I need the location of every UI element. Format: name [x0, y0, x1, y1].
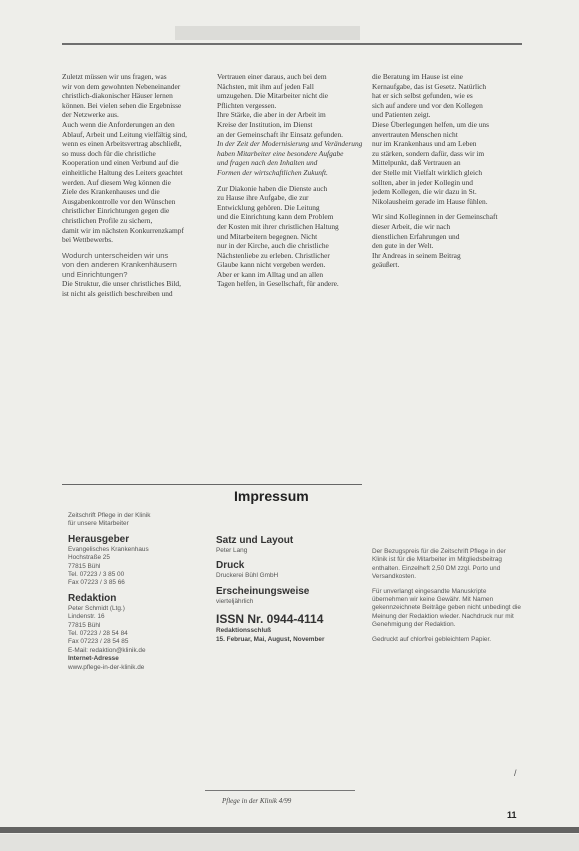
- article-line: der Netzwerke aus.: [62, 110, 119, 120]
- impressum-title: Impressum: [234, 488, 309, 504]
- article-line: Ablauf, Arbeit und Leitung vielfältig sind,: [62, 129, 188, 139]
- article-line: Zuletzt müssen wir uns fragen, was: [62, 72, 167, 81]
- article-line: Vertrauen einer daraus, auch bei dem: [217, 72, 327, 81]
- herausgeber-line: Tel. 07223 / 3 85 00: [68, 571, 125, 579]
- article-line: Aber er kann im Alltag und an allen: [217, 269, 324, 279]
- article-column-1: [62, 72, 210, 299]
- article-line: Kreise der Institution, im Dienst: [217, 119, 313, 129]
- satz-value: Peter Lang: [216, 547, 248, 554]
- article-line: der Kosten mit ihrer christlichen Haltung: [217, 221, 339, 231]
- impressum-intro-2: für unsere Mitarbeiter: [68, 520, 129, 528]
- article-line: zu stärken, sondern dafür, dass wir im: [372, 148, 485, 158]
- impressum-column-1: [68, 512, 208, 672]
- article-line: Kernaufgabe, das ist Gesetz. Natürlich: [372, 81, 487, 91]
- article-line: wenn es einen Arbeitsvertrag abschließt,: [62, 139, 182, 149]
- herausgeber-line: 77815 Bühl: [68, 562, 101, 570]
- article-line: so muss doch für die christliche: [62, 148, 156, 158]
- header-rule: [62, 43, 522, 45]
- article-line: Ihr Andreas in seinem Beitrag: [372, 250, 461, 260]
- article-line: haben Mitarbeiter eine besondere Aufgabe: [217, 148, 344, 158]
- article-line: Pflichten vergessen.: [217, 100, 277, 110]
- header-shade: [175, 26, 360, 40]
- article-line: Nächsten, mit ihm auf jeden Fall: [217, 81, 314, 91]
- article-line: nur in der Kirche, auch die christliche: [217, 241, 329, 251]
- herausgeber-line: Fax 07223 / 3 85 66: [68, 579, 125, 587]
- article-column-3: [372, 72, 520, 270]
- impressum-note: Der Bezugspreis für die Zeitschrift Pflege in der Klinik ist für die Mitarbeiter im Mitgliedsbeitrag enthalten. Einzelheft 2,50 DM zzgl. Porto und Versandkosten.: [372, 548, 506, 581]
- impressum-note: Für unverlangt eingesandte Manuskripte übernehmen wir keine Gewähr. Mit Namen gekennzeichnete Beiträge geben nicht unbedingt die Meinung der Redaktion wieder. Nachdruck nur mit Genehmigung der Redaktion.: [372, 587, 521, 629]
- page-number: 11: [507, 810, 517, 820]
- article-line: sollten, aber in jeder Kollegin und: [372, 177, 473, 187]
- article-line: Mittelpunkt, daß Vertrauen an: [372, 158, 461, 168]
- article-line: Wir sind Kolleginnen in der Gemeinschaft: [372, 212, 498, 222]
- redaktion-heading: Redaktion: [68, 592, 117, 604]
- article-line: Entwicklung gehören. Die Leitung: [217, 202, 320, 212]
- article-line: anvertrauten Menschen nicht: [372, 129, 458, 139]
- redaktion-line: Lindenstr. 16: [68, 613, 105, 621]
- article-line: christlicher Einrichtungen gegen die: [62, 206, 170, 216]
- article-line: Die Struktur, die unser christliches Bild,: [62, 279, 181, 289]
- article-column-2: [217, 72, 365, 289]
- article-line: hat er sich selbst gefunden, wie es: [372, 91, 473, 101]
- article-line: und fragen nach den Inhalten und: [217, 158, 318, 168]
- article-line: Nikolausheim gerade im Hause fühlen.: [372, 196, 488, 206]
- article-line: ist nicht als geistlich beschreiben und: [62, 289, 173, 299]
- article-line: von den anderen Krankenhäusern: [62, 260, 177, 270]
- footer-rule: [205, 790, 355, 791]
- scan-edge-band: [0, 827, 579, 833]
- article-line: Glaube kann nicht vergeben werden.: [217, 260, 326, 270]
- redaktion-line: 77815 Bühl: [68, 621, 101, 629]
- impressum-intro-1: Zeitschrift Pflege in der Klinik: [68, 512, 151, 519]
- erscheinungsweise-value: vierteljährlich: [216, 597, 254, 605]
- redaktionsschluss-label: Redaktionsschluß: [216, 627, 272, 635]
- article-line: an der Gemeinschaft ihr Einsatz gefunden.: [217, 129, 344, 139]
- redaktionsschluss-dates: 15. Februar, Mai, August, November: [216, 635, 325, 643]
- article-line: und die Einrichtung kann dem Problem: [217, 212, 334, 222]
- article-line: Ausgabenkontrolle vor den Wünschen: [62, 196, 176, 206]
- internet-address: www.pflege-in-der-klinik.de: [68, 663, 145, 671]
- article-line: geäußert.: [372, 260, 400, 270]
- herausgeber-line: Hochstraße 25: [68, 554, 110, 562]
- article-line: Formen der wirtschaftlichen Zukunft.: [217, 167, 328, 177]
- article-line: nur im Krankenhaus und am Leben: [372, 139, 477, 149]
- herausgeber-heading: Herausgeber: [68, 533, 130, 545]
- article-line: und Einrichtungen?: [62, 269, 128, 279]
- article-line: Ihre Stärke, die aber in der Arbeit im: [217, 110, 326, 120]
- druck-heading: Druck: [216, 560, 245, 572]
- impressum-column-3: [372, 548, 522, 650]
- druck-value: Druckerei Bühl GmbH: [216, 572, 279, 580]
- scan-margin: [0, 834, 579, 851]
- article-line: und Mitarbeitern begegnen. Nicht: [217, 231, 318, 241]
- erscheinungsweise-heading: Erscheinungsweise: [216, 585, 310, 597]
- article-line: sich auf andere und vor den Kollegen: [372, 100, 483, 110]
- internet-heading: Internet-Adresse: [68, 655, 119, 663]
- article-line: wir von dem gewohnten Nebeneinander: [62, 81, 181, 91]
- impressum-note: Gedruckt auf chlorfrei gebleichtem Papier.: [372, 635, 491, 643]
- article-line: zu Hause ihre Aufgabe, die zur: [217, 193, 309, 203]
- article-line: Wodurch unterscheiden wir uns: [62, 250, 169, 260]
- article-line: können. Bei vielen sehen die Ergebnisse: [62, 100, 182, 110]
- article-line: damit wir im nächsten Konkurrenzkampf: [62, 225, 184, 235]
- article-line: jedem Kollegen, die wir dazu in St.: [372, 187, 477, 197]
- article-line: Tagen helfen, in Gesellschaft, für andere.: [217, 279, 339, 289]
- article-line: christlichen Profile zu sichern,: [62, 215, 153, 225]
- footer-title: Pflege in der Klinik 4/99: [222, 797, 292, 805]
- article-line: die Beratung im Hause ist eine: [372, 72, 463, 81]
- article-line: dienstlichen Erfahrungen und: [372, 231, 460, 241]
- article-line: und Patienten zeigt.: [372, 110, 431, 120]
- article-line: christlich-diakonischer Häuser lernen: [62, 91, 173, 101]
- redaktion-line: Fax 07223 / 28 54 85: [68, 638, 129, 646]
- article-line: den gute in der Welt.: [372, 241, 434, 251]
- article-line: bei Wettbewerbs.: [62, 235, 113, 245]
- article-line: Ziele des Krankenhauses und die: [62, 187, 160, 197]
- satz-heading: Satz und Layout: [216, 535, 294, 546]
- impressum-column-2: [216, 530, 351, 644]
- issn-number: ISSN Nr. 0944-4114: [216, 612, 324, 627]
- article-line: Kooperation und einen Verbund auf die: [62, 158, 179, 168]
- article-line: werden. Auf diesem Weg können die: [62, 177, 171, 187]
- article-line: Diese Überlegungen helfen, um die uns: [372, 119, 489, 129]
- article-line: Auch wenn die Anforderungen an den: [62, 119, 175, 129]
- article-line: In der Zeit der Modernisierung und Veränderung: [217, 139, 363, 149]
- article-line: der Stelle mit Vielfalt wirklich gleich: [372, 167, 483, 177]
- article-line: Nächstenliebe zu erleben. Christlicher: [217, 250, 330, 260]
- article-line: einheitliche Haltung des Leiters geachtet: [62, 167, 183, 177]
- article-line: umzugehen. Die Mitarbeiter nicht die: [217, 91, 329, 101]
- herausgeber-line: Evangelisches Krankenhaus: [68, 545, 149, 553]
- redaktion-line: Tel. 07223 / 28 54 84: [68, 630, 128, 638]
- margin-mark: /: [514, 768, 517, 778]
- article-line: Zur Diakonie haben die Dienste auch: [217, 183, 328, 193]
- redaktion-line: Peter Schmidt (Ltg.): [68, 604, 125, 612]
- redaktion-email: E-Mail: redaktion@klinik.de: [68, 646, 146, 654]
- impressum-rule: [62, 484, 362, 485]
- article-line: dieser Arbeit, die wir nach: [372, 221, 451, 231]
